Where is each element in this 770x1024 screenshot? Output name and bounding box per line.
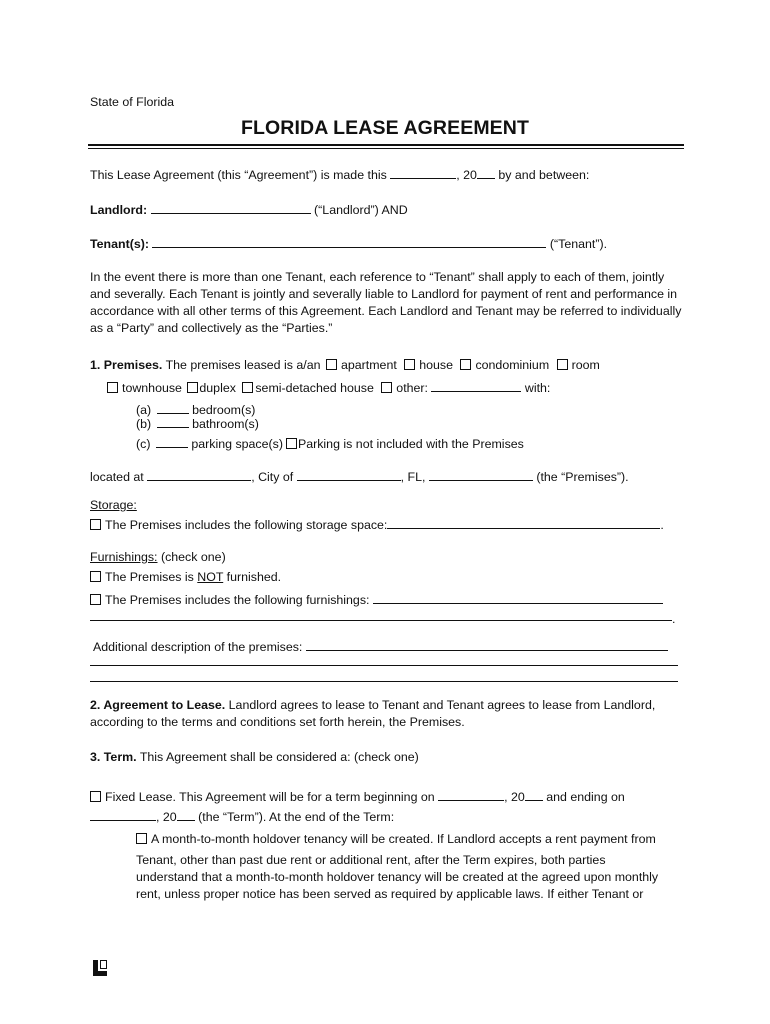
storage-heading: Storage:	[90, 498, 137, 512]
apartment-checkbox[interactable]	[326, 359, 337, 370]
parking-spaces-field[interactable]	[156, 436, 188, 448]
holdover-line-3: understand that a month-to-month holdover tenancy will be created at the agreed upon monthly	[136, 870, 659, 884]
holdover-line-2: Tenant, other than past due rent or additional rent, after the Term expires, both parties	[136, 853, 606, 867]
additional-description-line: Additional description of the premises:	[93, 639, 668, 655]
multi-tenant-paragraph: In the event there is more than one Tenant, each reference to “Tenant” shall apply to each of them, jointly and severally. Each Tenant is jointly and severally liable to Landlord for payment of rent and performance in accordance with all other terms of this Agreement. Each Landlord and Tenant may be referred to individually as a “Party” and collectively as the “Parties.”	[90, 270, 682, 335]
not-furnished-line: The Premises is NOT furnished.	[90, 570, 281, 585]
holdover-checkbox[interactable]	[136, 833, 147, 844]
location-line: located at , City of , FL, (the “Premises”).	[90, 470, 629, 484]
holdover-line-4: rent, unless proper notice has been served as required by applicable laws. If either Tenant or	[136, 887, 644, 901]
holdover-line-1: A month-to-month holdover tenancy will be created. If Landlord accepts a rent payment from	[136, 832, 656, 847]
house-checkbox[interactable]	[404, 359, 415, 370]
bedrooms-line: (a) bedroom(s)	[136, 403, 256, 417]
term-end-field[interactable]	[90, 809, 156, 821]
additional-line-2[interactable]	[90, 665, 678, 666]
premises-line-1: 1. Premises. The premises leased is a/an apartment house condominium room	[90, 358, 600, 372]
tenant-name-field[interactable]	[152, 236, 546, 248]
term-end-year-field[interactable]	[177, 809, 195, 821]
room-checkbox[interactable]	[557, 359, 568, 370]
term-end-line: , 20 (the “Term”). At the end of the Term:	[90, 809, 394, 825]
title-rule-thin	[88, 148, 684, 149]
document-title: FLORIDA LEASE AGREEMENT	[241, 117, 529, 139]
additional-description-field[interactable]	[306, 639, 668, 651]
zip-field[interactable]	[429, 469, 533, 481]
brand-logo-icon	[91, 959, 109, 977]
bathrooms-field[interactable]	[157, 416, 189, 428]
bathrooms-line: (b) bathroom(s)	[136, 417, 259, 431]
furnished-line: The Premises includes the following furnishings:	[90, 592, 663, 608]
storage-description-field[interactable]	[387, 517, 660, 529]
premises-line-2: townhouse duplex semi-detached house other: with:	[107, 380, 550, 396]
furnished-checkbox[interactable]	[90, 594, 101, 605]
storage-line: The Premises includes the following storage space: .	[90, 517, 664, 533]
state-label: State of Florida	[90, 95, 175, 109]
term-start-field[interactable]	[438, 789, 504, 801]
city-field[interactable]	[297, 469, 401, 481]
parking-line: (c) parking space(s) Parking is not included with the Premises	[136, 437, 524, 451]
address-field[interactable]	[147, 469, 251, 481]
bedrooms-field[interactable]	[157, 402, 189, 414]
other-checkbox[interactable]	[381, 382, 392, 393]
no-parking-checkbox[interactable]	[286, 438, 297, 449]
storage-checkbox[interactable]	[90, 519, 101, 530]
fixed-lease-checkbox[interactable]	[90, 791, 101, 802]
term-start-year-field[interactable]	[525, 789, 543, 801]
term-line: 3. Term. This Agreement shall be considered a: (check one)	[90, 750, 419, 764]
title-rule-thick	[88, 144, 684, 146]
furnishings-period: .	[672, 612, 676, 626]
furnishings-description-field[interactable]	[373, 592, 663, 604]
townhouse-checkbox[interactable]	[107, 382, 118, 393]
agreement-year-field[interactable]	[477, 167, 495, 179]
agreement-to-lease-line-2: according to the terms and conditions set forth herein, the Premises.	[90, 715, 465, 729]
landlord-line: Landlord: (“Landlord”) AND	[90, 203, 408, 217]
semi-detached-checkbox[interactable]	[242, 382, 253, 393]
additional-line-3[interactable]	[90, 681, 678, 682]
furnishings-heading-line: Furnishings: (check one)	[90, 550, 226, 564]
agreement-day-field[interactable]	[390, 167, 456, 179]
fixed-lease-line: Fixed Lease. This Agreement will be for a term beginning on , 20 and ending on	[90, 789, 625, 805]
not-furnished-checkbox[interactable]	[90, 571, 101, 582]
tenant-line: Tenant(s): (“Tenant”).	[90, 237, 608, 251]
agreement-to-lease-line-1: 2. Agreement to Lease. Landlord agrees to lease to Tenant and Tenant agrees to lease from Landlord,	[90, 698, 656, 712]
landlord-name-field[interactable]	[151, 202, 311, 214]
other-type-field[interactable]	[431, 380, 521, 392]
duplex-checkbox[interactable]	[187, 382, 198, 393]
intro-line: This Lease Agreement (this “Agreement”) is made this , 20 by and between:	[90, 168, 590, 182]
furnishings-continuation-field[interactable]	[90, 620, 672, 621]
condominium-checkbox[interactable]	[460, 359, 471, 370]
